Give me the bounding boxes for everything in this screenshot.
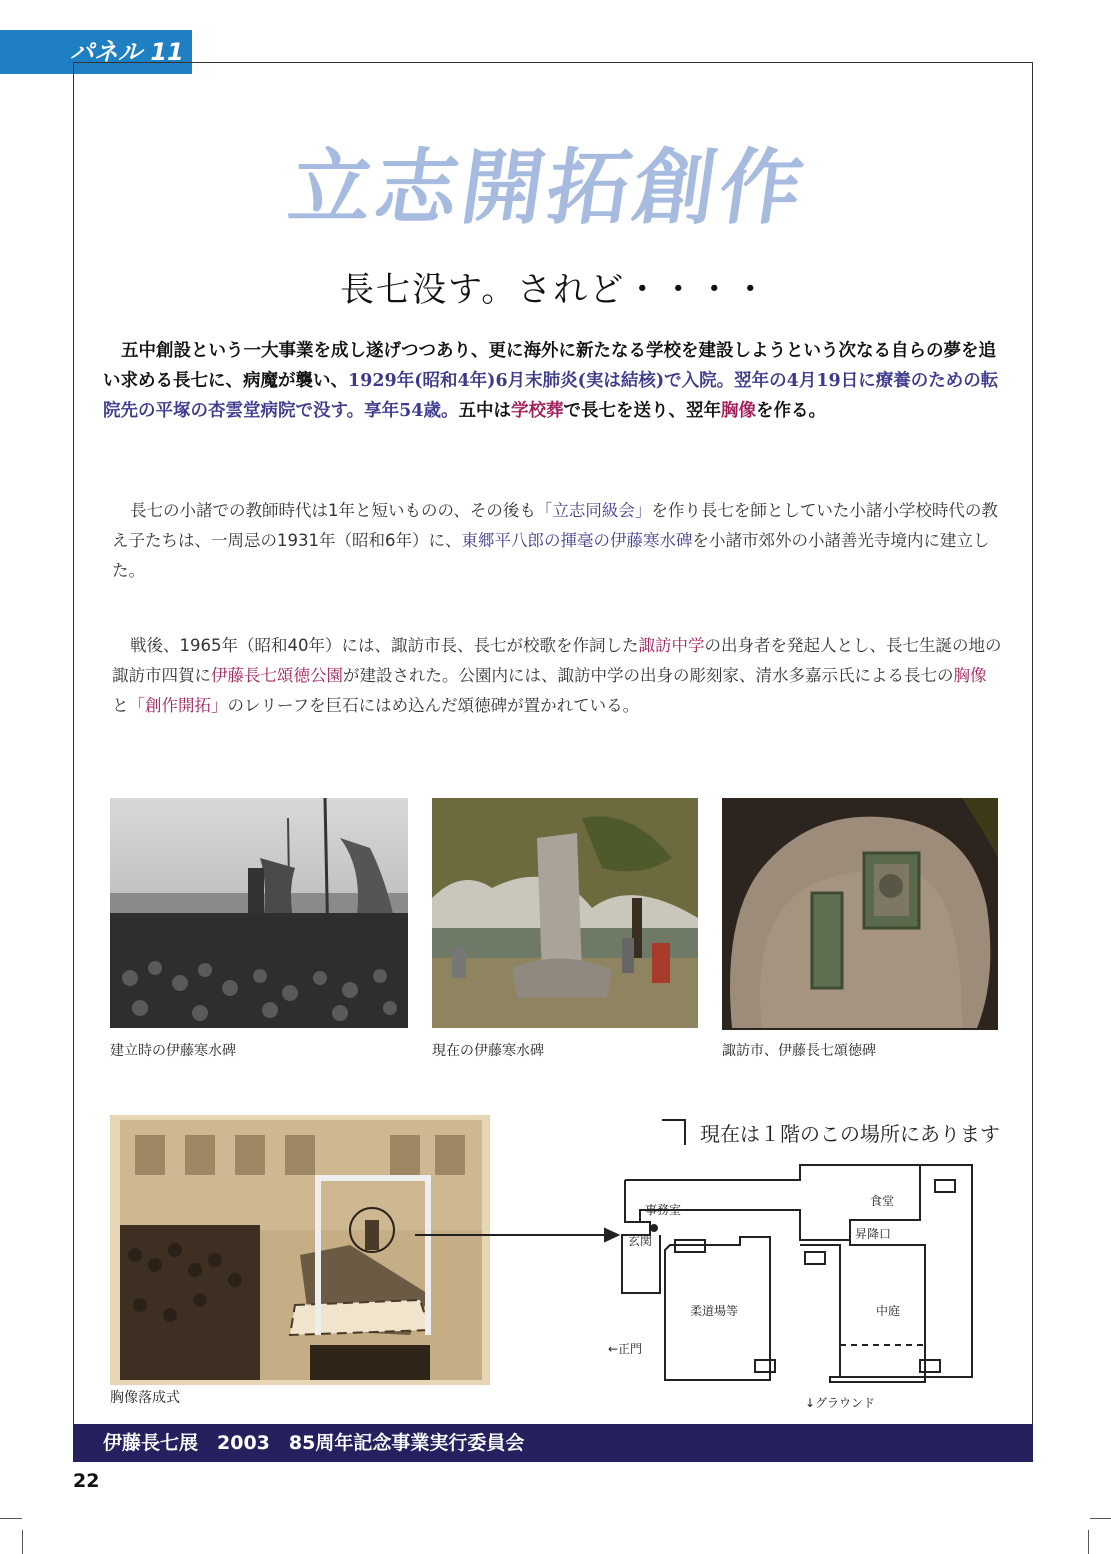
caption-monument-current: 現在の伊藤寒水碑: [432, 1043, 544, 1059]
map-stairs-mid: [805, 1252, 825, 1264]
lead-text-3: 五中は: [458, 401, 511, 421]
caption-suwa-memorial: 諏訪市、伊藤長七頌徳碑: [722, 1043, 876, 1059]
para1-text-3: を作り長七を師としていた小諸小学校時代の教え子たちは、一周忌の1931年（昭和6年）に、: [112, 501, 998, 550]
map-label-entrance: 玄関: [628, 1234, 653, 1248]
paragraph-suwa: [112, 631, 1002, 721]
panel-tab: パネル 11: [0, 30, 192, 74]
para2-text-3: の出身者を発起人とし、長七生誕の地の諏訪市四賀に: [112, 636, 1002, 685]
map-label-office: 事務室: [645, 1203, 682, 1217]
para2-park: 伊藤長七頌徳公園: [211, 666, 343, 685]
map-label-gate: ←正門: [608, 1342, 643, 1356]
lead-text-7: を作る。: [755, 401, 826, 421]
para2-text-5: が建設された。公園内には、諏訪中学の出身の彫刻家、清水多嘉示氏による長七の: [343, 666, 954, 685]
crop-mark-br-h: [1090, 1518, 1111, 1519]
caption-bust-ceremony: 胸像落成式: [110, 1390, 180, 1406]
photo-monument-current: [432, 798, 698, 1028]
caption-monument-erection: 建立時の伊藤寒水碑: [110, 1043, 236, 1059]
map-label-dining: 食堂: [870, 1194, 895, 1208]
para2-suwa-school: 諏訪中学: [638, 636, 705, 655]
crop-mark-bl-h: [0, 1518, 22, 1519]
map-title: 現在は１階のこの場所にあります: [700, 1122, 1000, 1146]
map-arrow-head: [605, 1229, 618, 1241]
para2-text-1: 戦後、1965年（昭和40年）には、諏訪市長、長七が校歌を作詞した: [130, 636, 639, 655]
floor-map: [400, 1115, 1000, 1425]
map-courtyard-bottom: [830, 1377, 925, 1382]
page-number: 22: [73, 1470, 100, 1492]
photo-suwa-memorial: [722, 798, 998, 1030]
para2-text-7: と: [112, 696, 129, 715]
lead-text-5: で長七を送り、翌年: [563, 401, 721, 421]
crop-mark-bl-v: [22, 1530, 23, 1554]
lead-paragraph: [103, 336, 1008, 426]
para1-society: 「立志同級会」: [535, 501, 652, 520]
map-location-marker: [651, 1225, 657, 1231]
map-pointer-line: [662, 1120, 685, 1145]
lead-bust: 胸像: [720, 401, 756, 421]
subtitle: 長七没す。されど・・・・: [340, 270, 770, 310]
calligraphy-title: 立志開拓創作: [283, 140, 813, 236]
map-label-courtyard: 中庭: [876, 1304, 901, 1318]
para1-text-5: を小諸市郊外の小諸善光寺境内に建立した。: [112, 531, 990, 580]
map-stairs-sw: [755, 1360, 775, 1372]
para2-relief: 「創作開拓」: [128, 696, 228, 715]
para2-bust: 胸像: [953, 666, 987, 685]
map-label-ground: ↓グラウンド: [805, 1396, 876, 1410]
map-label-judo: 柔道場等: [690, 1304, 739, 1318]
footer-banner: 伊藤長七展 2003 85周年記念事業実行委員会: [73, 1424, 1033, 1462]
para2-text-9: のレリーフを巨石にはめ込んだ頌徳碑が置かれている。: [227, 696, 640, 715]
para1-monument: 東郷平八郎の揮毫の伊藤寒水碑: [461, 531, 693, 550]
para1-text-1: 長七の小諸での教師時代は1年と短いものの、その後も: [130, 501, 536, 520]
map-stairs-se: [920, 1360, 940, 1372]
photo-monument-erection: [110, 798, 408, 1028]
map-label-stairs: 昇降口: [855, 1227, 892, 1241]
paragraph-komoro: [112, 496, 1002, 586]
map-stairs-ne: [935, 1180, 955, 1192]
lead-text-1: 五中創設という一大事業を成し遂げつつあり、更に海外に新たなる学校を建設しようという次なる自らの夢を追い求める長七に、病魔が襲い、: [103, 341, 996, 391]
lead-school-funeral: 学校葬: [510, 401, 564, 421]
crop-mark-br-v: [1088, 1530, 1089, 1554]
lead-text-2: 1929年(昭和4年)6月末肺炎(実は結核)で入院。翌年の4月19日に療養のための転院先の平塚の杏雲堂病院で没す。享年54歳。: [103, 371, 999, 421]
